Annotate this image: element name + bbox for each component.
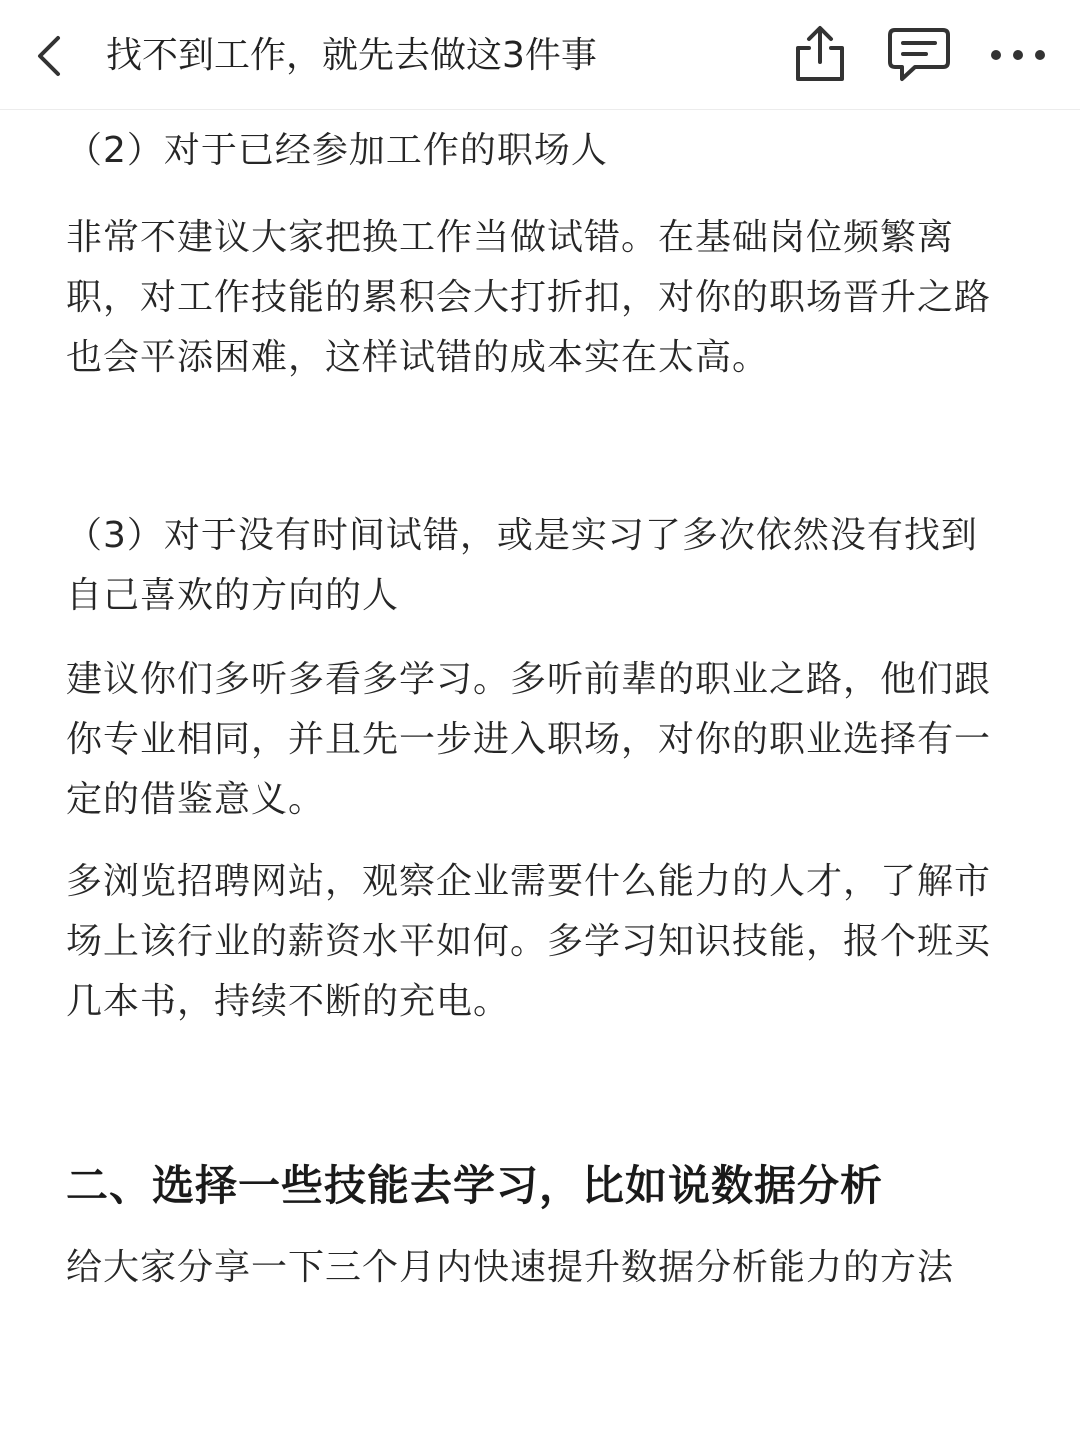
more-button[interactable] [988,38,1048,72]
paragraph-share-method: 给大家分享一下三个月内快速提升数据分析能力的方法 [66,1247,955,1288]
section-heading-2: 二、选择一些技能去学习，比如说数据分析 [66,1161,884,1210]
subsection-heading-3-line1: （3）对于没有时间试错，或是实习了多次依然没有找到 [66,515,978,556]
subsection-heading-2: （2）对于已经参加工作的职场人 [66,130,608,171]
article-body [66,126,1016,1298]
paragraph-job-switching: 非常不建议大家把换工作当做试错。在基础岗位频繁离职，对工作技能的累积会大打折扣，对你的职场晋升之路也会平添困难，这样试错的成本实在太高。 [66,217,992,378]
paragraph-browse-jobs: 多浏览招聘网站，观察企业需要什么能力的人才，了解市场上该行业的薪资水平如何。多学习知识技能，报个班买几本书，持续不断的充电。 [66,861,992,1022]
back-button[interactable] [26,28,76,84]
share-button[interactable] [790,22,850,84]
top-navigation-bar [0,0,1080,110]
share-icon [790,22,850,84]
chevron-left-icon [26,28,76,84]
more-horizontal-icon [988,38,1048,72]
paragraph-learn-more: 建议你们多听多看多学习。多听前辈的职业之路，他们跟你专业相同，并且先一步进入职场，对你的职业选择有一定的借鉴意义。 [66,659,992,820]
comment-icon [886,26,952,84]
subsection-heading-3-line2: 自己喜欢的方向的人 [66,575,400,616]
page-title: 找不到工作，就先去做这3件事 [106,35,597,76]
comment-button[interactable] [886,26,952,84]
